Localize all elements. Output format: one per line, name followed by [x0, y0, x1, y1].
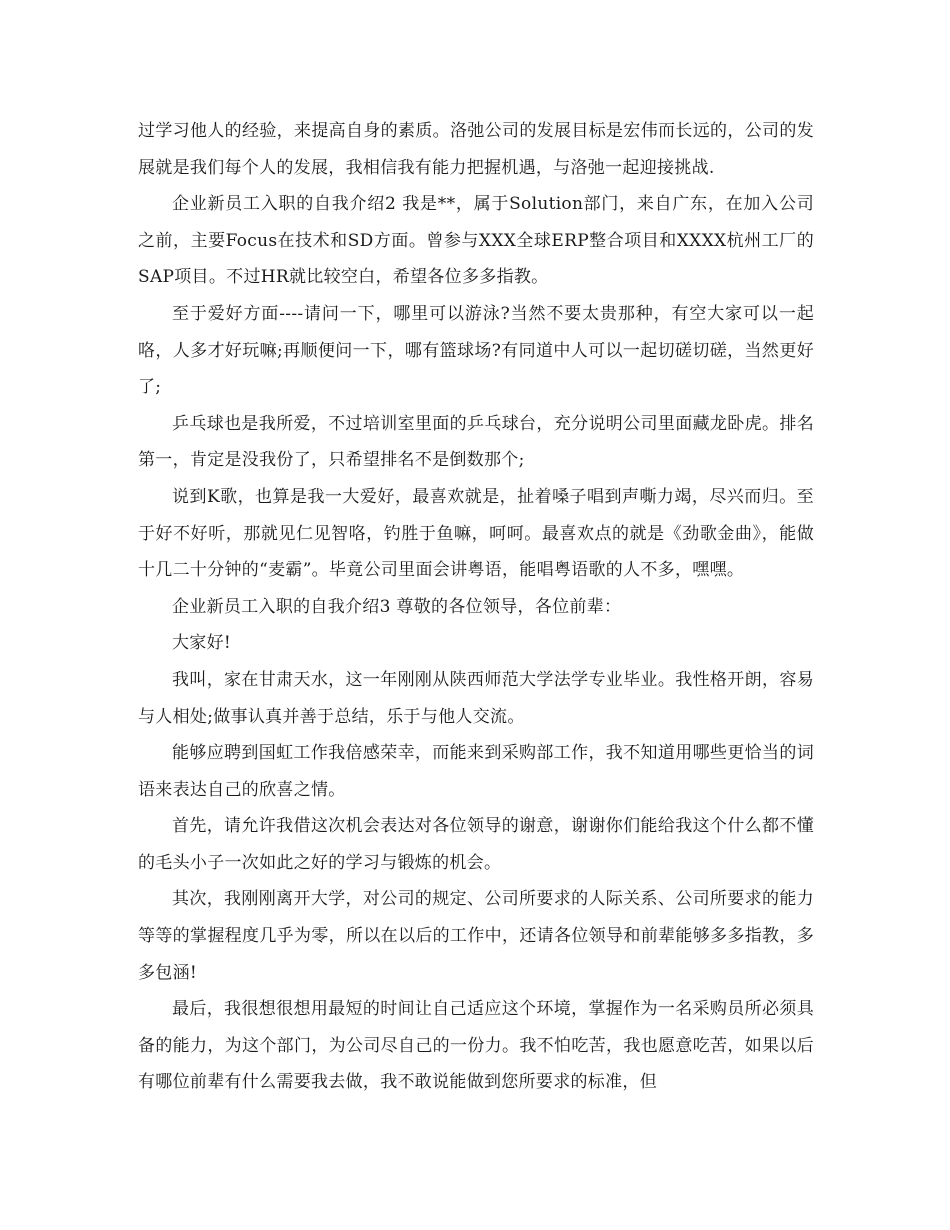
- paragraph-12: 最后，我很想很想用最短的时间让自己适应这个环境，掌握作为一名采购员所必须具备的能力，为这个部门，为公司尽自己的一份力。我不怕吃苦，我也愿意吃苦，如果以后有哪位前辈有什么需要我去做，我不敢说能做到您所要求的标准，但: [138, 999, 814, 1093]
- paragraph-8: 我叫，家在甘肃天水，这一年刚刚从陕西师范大学法学专业毕业。我性格开朗，容易与人相处;做事认真并善于总结，乐于与他人交流。: [138, 669, 814, 727]
- paragraph-5: 说到K歌，也算是我一大爱好，最喜欢就是，扯着嗓子唱到声嘶力竭，尽兴而归。至于好不好听，那就见仁见智咯，钓胜于鱼嘛，呵呵。最喜欢点的就是《劲歌金曲》，能做十几二十分钟的“麦霸”。毕竟公司里面会讲粤语，能唱粤语歌的人不多，嘿嘿。: [138, 486, 814, 581]
- paragraph-10: 首先，请允许我借这次机会表达对各位领导的谢意，谢谢你们能给我这个什么都不懂的毛头小子一次如此之好的学习与锻炼的机会。: [138, 816, 814, 873]
- paragraph-7: 大家好!: [172, 633, 232, 654]
- paragraph-9: 能够应聘到国虹工作我倍感荣幸，而能来到采购部工作，我不知道用哪些更恰当的词语来表达自己的欣喜之情。: [138, 743, 814, 800]
- paragraph-6: 企业新员工入职的自我介绍3 尊敬的各位领导，各位前辈：: [172, 596, 622, 617]
- paragraph-1: 过学习他人的经验，来提高自身的素质。洛弛公司的发展目标是宏伟而长远的，公司的发展就是我们每个人的发展，我相信我有能力把握机遇，与洛弛一起迎接挑战.: [138, 121, 814, 178]
- paragraph-3: 至于爱好方面----请问一下，哪里可以游泳?当然不要太贵那种，有空大家可以一起咯，人多才好玩嘛;再顺便问一下，哪有篮球场?有同道中人可以一起切磋切磋，当然更好了;: [138, 303, 814, 398]
- paragraph-11: 其次，我刚刚离开大学，对公司的规定、公司所要求的人际关系、公司所要求的能力等等的掌握程度几乎为零，所以在以后的工作中，还请各位领导和前辈能够多多指教，多多包涵!: [138, 889, 814, 983]
- paragraph-4: 乒乓球也是我所爱，不过培训室里面的乒乓球台，充分说明公司里面藏龙卧虎。排名第一，肯定是没我份了，只希望排名不是倒数那个;: [138, 413, 814, 471]
- paragraph-2: 企业新员工入职的自我介绍2 我是**，属于Solution部门，来自广东，在加入公司之前，主要Focus在技术和SD方面。曾参与XXX全球ERP整合项目和XXXX杭州工厂的SAP项目。不过HR就比较空白，希望各位多多指教。: [138, 194, 814, 288]
- document-body: [138, 113, 814, 1101]
